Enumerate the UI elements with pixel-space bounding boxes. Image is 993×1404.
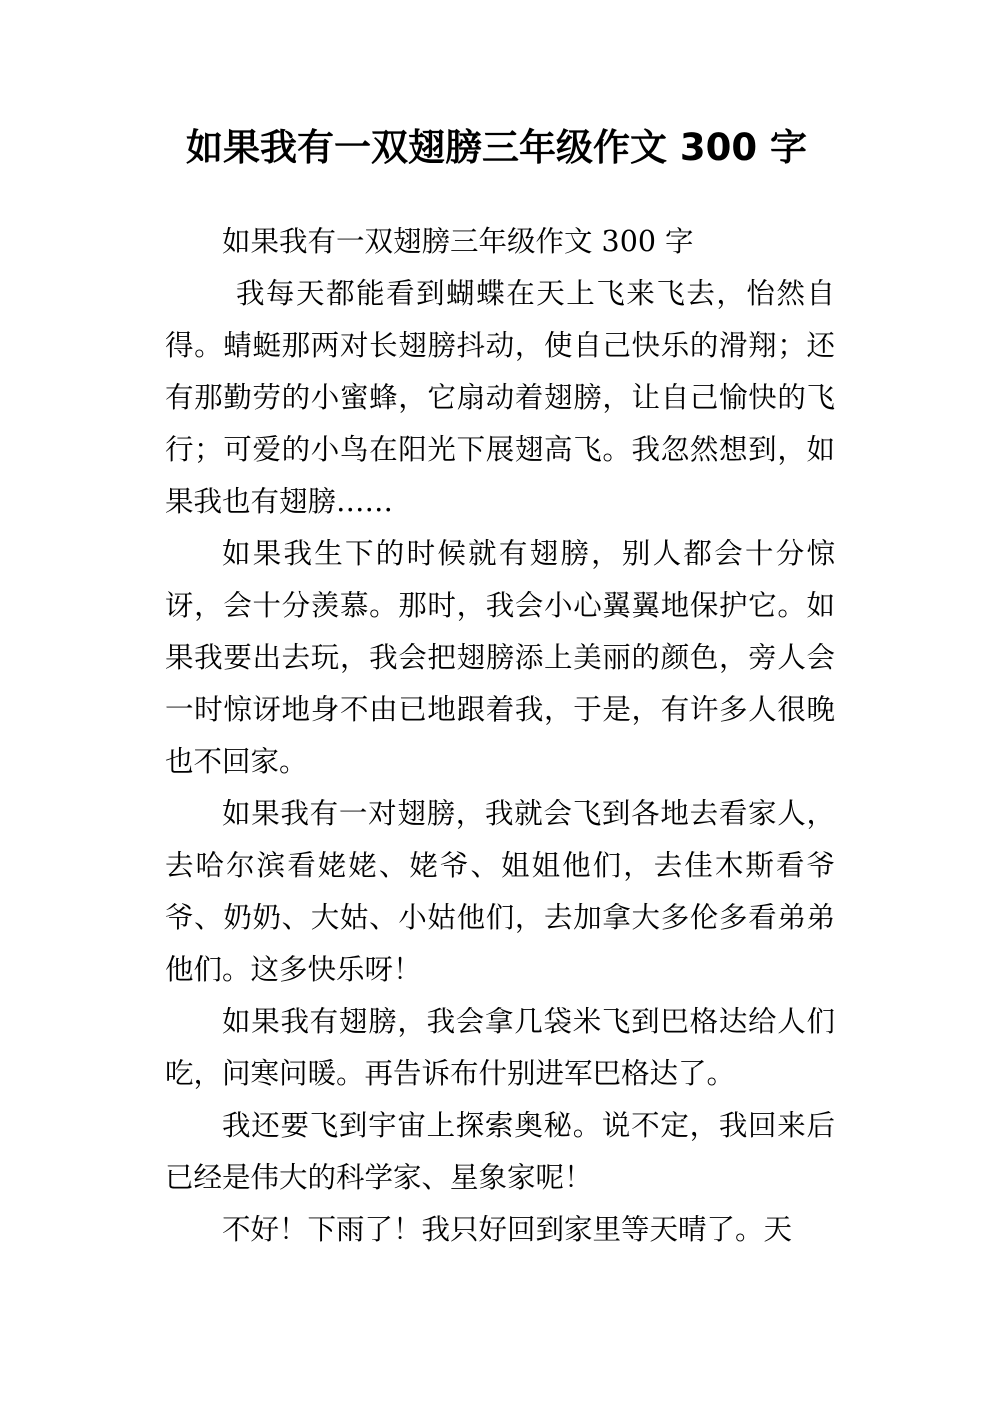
paragraph-6: 不好！下雨了！我只好回到家里等天晴了。天 [222, 1213, 793, 1246]
paragraph-4: 如果我有翅膀，我会拿几袋米飞到巴格达给人们吃，问寒问暖。再告诉布什别进军巴格达了。 [165, 1005, 835, 1090]
paragraph-2: 如果我生下的时候就有翅膀，别人都会十分惊讶，会十分羡慕。那时，我会小心翼翼地保护它。如果我要出去玩，我会把翅膀添上美丽的颜色，旁人会一时惊讶地身不由已地跟着我，于是，有许多人很晚也不回家。 [165, 537, 835, 778]
paragraph-subtitle: 如果我有一双翅膀三年级作文 300 字 [222, 225, 694, 258]
paragraph-1: 我每天都能看到蝴蝶在天上飞来飞去，怡然自得。蜻蜓那两对长翅膀抖动，使自己快乐的滑翔；还有那勤劳的小蜜蜂，它扇动着翅膀，让自己愉快的飞行；可爱的小鸟在阳光下展翅高飞。我忽然想到，如果我也有翅膀…… [165, 277, 835, 518]
document-title: 如果我有一双翅膀三年级作文 300 字 [186, 126, 807, 169]
paragraph-5: 我还要飞到宇宙上探索奥秘。说不定，我回来后已经是伟大的科学家、星象家呢！ [165, 1109, 835, 1194]
document-body [165, 216, 835, 1256]
paragraph-3: 如果我有一对翅膀，我就会飞到各地去看家人，去哈尔滨看姥姥、姥爷、姐姐他们，去佳木斯看爷爷、奶奶、大姑、小姑他们，去加拿大多伦多看弟弟他们。这多快乐呀！ [165, 797, 835, 986]
